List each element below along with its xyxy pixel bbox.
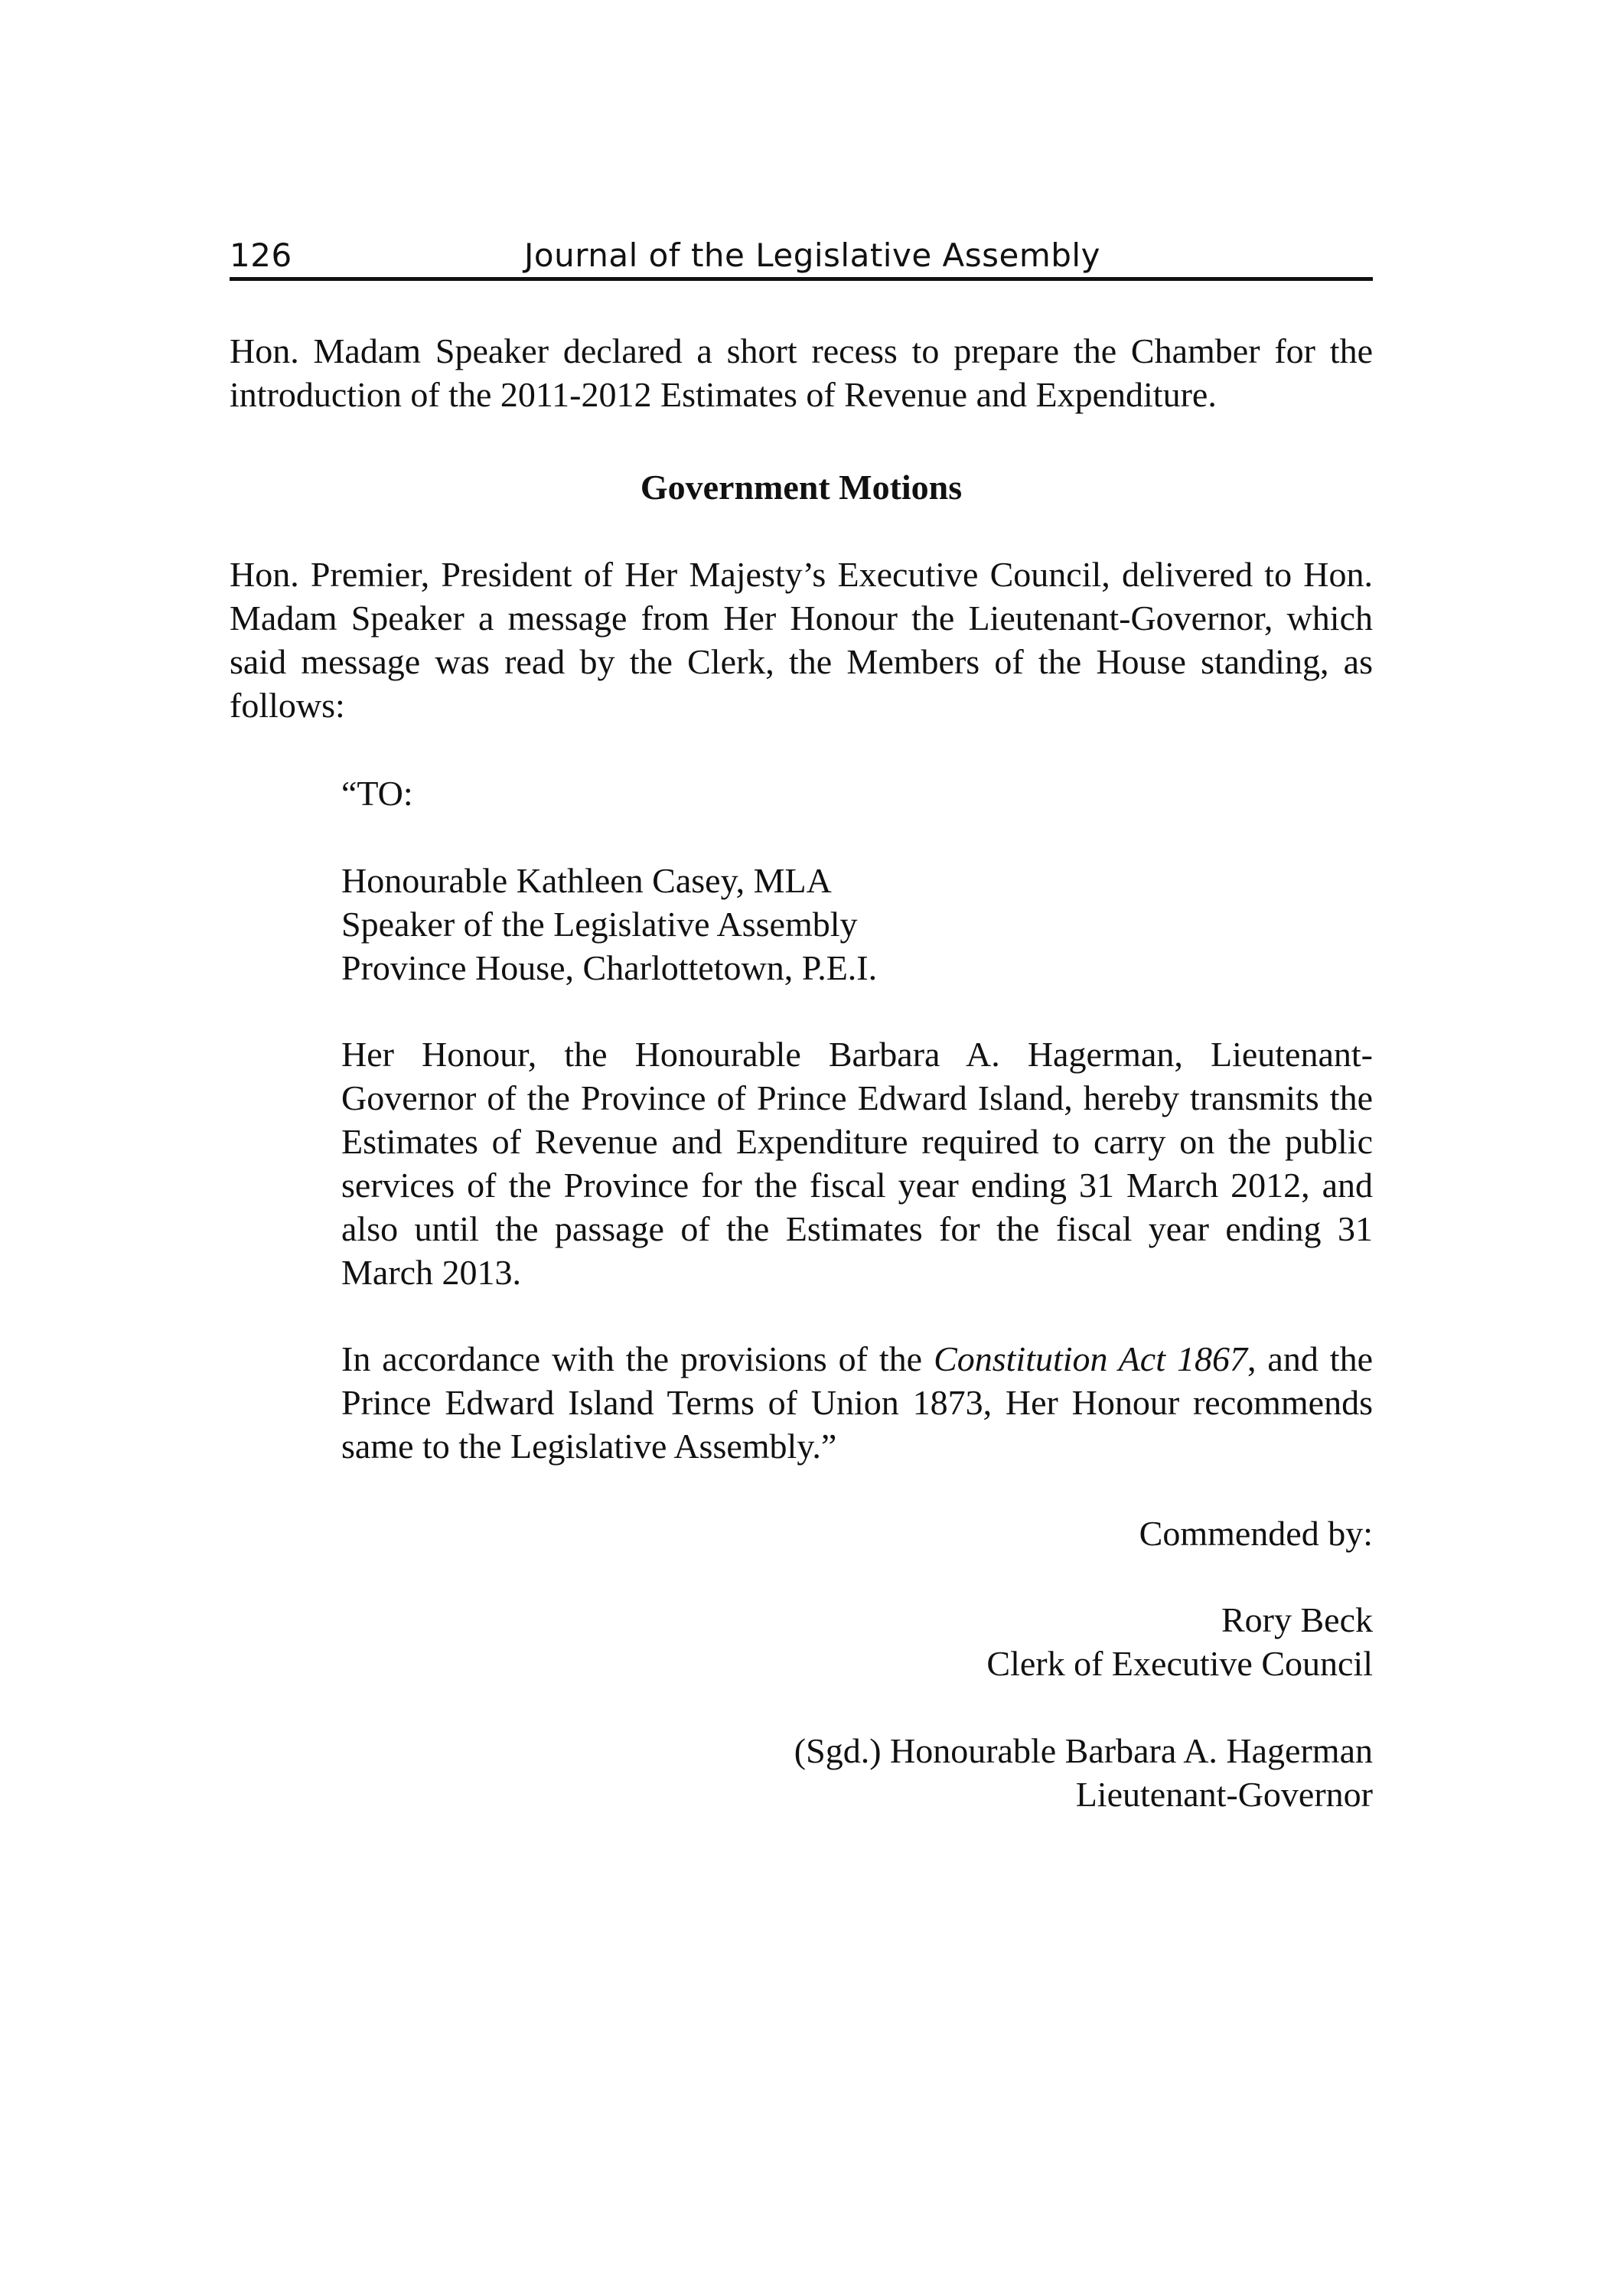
address-line: Honourable Kathleen Casey, MLA: [341, 861, 832, 900]
running-title: Journal of the Legislative Assembly: [524, 236, 1100, 274]
constitution-text-after: , and the Prince Edward Island Terms of Union 1873, Her Honour recommends same to the Legislative Assembly.”: [341, 1339, 1373, 1466]
signatory-name: (Sgd.) Honourable Barbara A. Hagerman: [794, 1731, 1373, 1770]
signatory-name: Rory Beck: [1221, 1600, 1373, 1639]
page-number: 126: [230, 236, 292, 274]
section-heading: Government Motions: [640, 468, 963, 507]
message-to-line: “TO:: [341, 774, 413, 813]
address-line: Province House, Charlottetown, P.E.I.: [341, 948, 878, 987]
commended-by: Commended by:: [1139, 1514, 1373, 1553]
estimates-transmittal-paragraph: Her Honour, the Honourable Barbara A. Hagerman, Lieutenant-Governor of the Province of Prince Edward Island, hereby transmits the Estimates of Revenue and Expenditure required to carry on the public services of the Province for the fiscal year ending 31 March 2012, and also until the passage of the Estimates for the fiscal year ending 31 March 2013.: [341, 1035, 1373, 1292]
recess-paragraph: Hon. Madam Speaker declared a short recess to prepare the Chamber for the introduction of the 2011-2012 Estimates of Revenue and Expenditure.: [230, 331, 1373, 414]
clerk-signature-block: [230, 1598, 1373, 1685]
constitution-text-before: In accordance with the provisions of the: [341, 1339, 934, 1378]
constitution-paragraph: [341, 1337, 1373, 1468]
constitution-act-title: Constitution Act 1867: [934, 1339, 1247, 1378]
message-address: [341, 859, 1107, 990]
address-line: Speaker of the Legislative Assembly: [341, 905, 858, 944]
signatory-title: Clerk of Executive Council: [986, 1644, 1373, 1683]
page-header: [230, 234, 1373, 281]
signatory-title: Lieutenant-Governor: [1075, 1775, 1373, 1814]
premier-message-paragraph: Hon. Premier, President of Her Majesty’s Executive Council, delivered to Hon. Madam Speaker a message from Her Honour the Lieutenant-Governor, which said message was read by the Clerk, the Members of the House standing, as follows:: [230, 555, 1373, 725]
lieutenant-governor-signature-block: [230, 1729, 1373, 1816]
